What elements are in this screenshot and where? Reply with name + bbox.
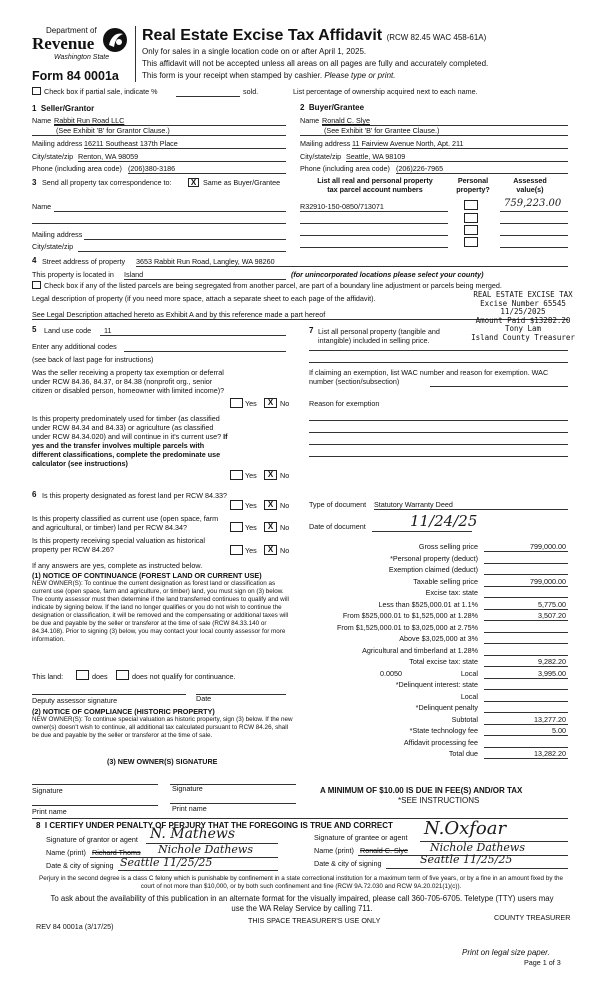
- tax-row-value[interactable]: 3,507.20: [538, 611, 566, 620]
- owner-signature-label-1: Signature: [32, 786, 63, 795]
- grantor-signature[interactable]: N. Mathews: [150, 826, 236, 842]
- grantor-name-struck: Richard Thoms: [92, 848, 141, 857]
- tax-row-underline: [484, 666, 568, 667]
- owner-print-name-label-1: Print name: [32, 807, 67, 816]
- seller-name-label: Name: [32, 116, 52, 125]
- forest-question: Is this property designated as forest land per RCW 84.33?: [42, 491, 227, 500]
- tax-row-underline: [484, 701, 568, 702]
- dept-of-label: Department of: [46, 26, 97, 35]
- buyer-mail[interactable]: 11 Fairview Avenue North, Apt. 211: [352, 139, 464, 148]
- additional-codes-label: Enter any additional codes: [32, 342, 117, 351]
- q1-no-checkbox[interactable]: X: [264, 398, 277, 408]
- seller-phone[interactable]: (206)380-3186: [128, 164, 176, 173]
- section-8-certify: 8 I CERTIFY UNDER PENALTY OF PERJURY THAT THE FOREGOING IS TRUE AND CORRECT: [36, 821, 393, 830]
- timber-question-text: Is this property predominately used for timber (as classified under RCW 84.34 and 84.33) or agriculture (as classified under RCW 84.34.020) and will continue in it's current use?: [32, 414, 222, 441]
- s6q3-no-label: No: [280, 546, 290, 555]
- tax-row-value[interactable]: 5.00: [552, 726, 566, 735]
- certify-text: I CERTIFY UNDER PENALTY OF PERJURY THAT THE FOREGOING IS TRUE AND CORRECT: [44, 821, 393, 830]
- assessed-value-1[interactable]: 759,223.00: [504, 198, 562, 209]
- section-3-number: 3: [32, 178, 37, 187]
- this-land-label: This land:: [32, 672, 64, 681]
- reason-label: Reason for exemption: [309, 399, 380, 408]
- tax-row-underline: [484, 735, 568, 736]
- does-not-label: does not qualify for continuance.: [132, 672, 236, 681]
- tax-row-label: Local: [460, 668, 478, 678]
- seller-mail-label: Mailing address: [32, 139, 83, 148]
- tax-row-value[interactable]: 799,000.00: [530, 576, 566, 586]
- same-as-buyer-checkbox[interactable]: X: [188, 178, 199, 187]
- parcel-heading: [300, 176, 450, 194]
- seller-city[interactable]: Renton, WA 98059: [78, 152, 139, 161]
- new-owner-signature-title: (3) NEW OWNER(S) SIGNATURE: [107, 757, 218, 766]
- tax-row-underline: [484, 724, 568, 725]
- buyer-mail-label: Mailing address: [300, 139, 351, 148]
- grantee-name-label: Name (print): [314, 846, 354, 855]
- legal-label: Legal description of property (if you need more space, attach a separate sheet to each page of the affidavit).: [32, 294, 376, 303]
- doc-date-label: Date of document: [309, 522, 366, 531]
- see-instructions: *SEE INSTRUCTIONS: [398, 796, 480, 805]
- owner-signature-label-2: Signature: [172, 784, 203, 793]
- exemption-claim-label: If claiming an exemption, list WAC number and reason for exemption. WAC number (section/subsection): [309, 368, 549, 386]
- buyer-phone[interactable]: (206)226-7965: [396, 164, 444, 173]
- stamp-line-1: REAL ESTATE EXCISE TAX: [473, 290, 573, 299]
- stamp-line-3: 11/25/2025: [500, 307, 546, 317]
- doc-type-label: Type of document: [309, 500, 367, 509]
- parcel-heading-1: List all real and personal property: [317, 176, 433, 185]
- tax-row-label: From $1,525,000.01 to $3,025,000 at 2.75%: [336, 622, 478, 632]
- located-label: This property is located in: [32, 270, 114, 279]
- q1-yes-label: Yes: [245, 399, 257, 408]
- buyer-name-note: (See Exhibit 'B' for Grantee Clause.): [324, 126, 440, 135]
- tax-row-value[interactable]: 13,277.20: [534, 714, 566, 724]
- street-address-label: Street address of property: [42, 257, 126, 266]
- list-pct-label: List percentage of ownership acquired next to each name.: [293, 87, 478, 96]
- assessed-heading-1: Assessed: [513, 176, 547, 185]
- s6q1-yes-checkbox[interactable]: [230, 500, 243, 510]
- deputy-date-label: Date: [196, 694, 212, 703]
- tax-row-label: *Delinquent interest: state: [395, 680, 478, 689]
- parcel-heading-2: tax parcel account numbers: [327, 185, 423, 194]
- doc-type[interactable]: Statutory Warranty Deed: [374, 500, 453, 509]
- seller-name-note: (See Exhibit 'B' for Grantor Clause.): [56, 126, 170, 135]
- tax-row-value[interactable]: 3,995.00: [538, 668, 566, 678]
- dor-emblem-icon: [102, 26, 128, 54]
- section-4-number: 4: [32, 256, 37, 265]
- s6q1-no-checkbox[interactable]: X: [264, 500, 277, 510]
- buyer-phone-label: Phone (including area code): [300, 164, 390, 173]
- page-number: Page 1 of 3: [524, 958, 561, 967]
- grantee-signature[interactable]: N.Oxfoar: [424, 818, 507, 839]
- minimum-due: A MINIMUM OF $10.00 IS DUE IN FEE(S) AND/OR TAX: [320, 786, 523, 795]
- q2-no-checkbox[interactable]: X: [264, 470, 277, 480]
- does-not-checkbox[interactable]: [116, 670, 129, 680]
- corr-name-label: Name: [32, 202, 52, 211]
- grantee-date-city[interactable]: Seattle 11/25/25: [420, 853, 513, 866]
- boundary-text: Check box if any of the listed parcels are being segregated from another parcel, are part of a boundary line adjustment or parcels being merged.: [44, 281, 502, 290]
- tax-row-value[interactable]: 13,282.20: [534, 749, 566, 758]
- perjury-notice: [36, 875, 566, 891]
- s6q2-yes-checkbox[interactable]: [230, 522, 243, 532]
- grantee-sig-label: Signature of grantee or agent: [314, 833, 408, 842]
- partial-sale-sold: sold.: [243, 87, 259, 96]
- title-ref: (RCW 82.45 WAC 458-61A): [386, 33, 487, 42]
- s6q1-no-label: No: [280, 501, 290, 510]
- grantee-name-print[interactable]: Nichole Dathews: [430, 841, 525, 854]
- buyer-heading: Buyer/Grantee: [308, 103, 365, 112]
- stamp-line-5: Tony Lam: [504, 324, 542, 334]
- tax-row-underline: [484, 758, 568, 759]
- tax-row-label: Excise tax: state: [425, 588, 478, 597]
- grantor-name-label: Name (print): [46, 848, 86, 857]
- form-title: [142, 27, 486, 45]
- deputy-signature-label: Deputy assessor signature: [32, 696, 118, 705]
- tax-row-underline: [484, 551, 568, 552]
- form-number: Form 84 0001a: [32, 69, 119, 83]
- if-yes-text: If any answers are yes, complete as instructed below.: [32, 561, 203, 570]
- personal-property-checkbox-4[interactable]: [464, 237, 478, 247]
- tax-row-label: *Delinquent penalty: [415, 703, 478, 712]
- tax-row-label: From $525,000.01 to $1,525,000 at 1.28%: [342, 611, 478, 620]
- parcel-1[interactable]: R32910-150-0850/713071: [300, 202, 384, 211]
- washington-state-label: Washington State: [54, 54, 110, 61]
- tax-row-underline: [484, 632, 568, 633]
- notice2-title: (2) NOTICE OF COMPLIANCE (HISTORIC PROPERTY): [32, 707, 215, 716]
- personal-heading-1: Personal: [457, 176, 489, 185]
- personal-heading: [452, 176, 494, 194]
- timber-question-bold: If yes and the transfer involves multiple parcels with different classifications, complete the predominate use calculator (see instructions): [32, 432, 228, 468]
- tax-row-label: Local: [460, 691, 478, 701]
- header-sub3-italic: Please type or print.: [324, 71, 396, 80]
- grantor-date-city[interactable]: Seattle 11/25/25: [120, 856, 213, 869]
- partial-sale-checkbox[interactable]: [32, 87, 41, 95]
- timber-question: [32, 414, 232, 468]
- section-7-number: 7: [309, 326, 314, 335]
- historic-question: Is this property receiving special valuation as historical property per RCW 84.26?: [32, 536, 205, 554]
- treasurer-use-label: THIS SPACE TREASURER'S USE ONLY: [248, 916, 381, 925]
- seller-phone-label: Phone (including area code): [32, 164, 122, 173]
- current-use-question: Is this property classified as current use (open space, farm and agricultural, or timber) land per RCW 84.34?: [32, 514, 219, 532]
- tax-row-underline: [484, 609, 568, 610]
- personal-property-checkbox-3[interactable]: [464, 225, 478, 235]
- assessed-heading-2: value(s): [516, 185, 544, 194]
- stamp-line-6: Island County Treasurer: [471, 332, 575, 342]
- legal-paper-note: Print on legal size paper.: [462, 948, 550, 957]
- s6q3-yes-label: Yes: [245, 546, 257, 555]
- tax-row-underline: [484, 689, 568, 690]
- tax-row-underline: [484, 712, 568, 713]
- stamp-line-2: Excise Number 65545: [480, 298, 566, 308]
- q2-no-label: No: [280, 471, 290, 480]
- grantor-date-city-label: Date & city of signing: [46, 861, 114, 870]
- tax-row-value[interactable]: 9,282.20: [538, 657, 566, 666]
- personal-property-checkbox-2[interactable]: [464, 213, 478, 223]
- notice1-text: NEW OWNER(S): To continue the current designation as forest land or classification as current use (open space, farm and agriculture, or timber) land, you must sign on (3) below. The county assessor must then determine if the land transferred continues to qualify and will indicate by signing below. If the land no longer qualifies or you do not wish to continue the designation or classification, it will be removed and the compensating or additional taxes will be due and payable by the seller or transferor at the time of sale (RCW 84.33.140 or 84.34.108). Prior to signing (3) below, you may contact your local county assessor for more information.: [32, 580, 289, 643]
- tax-row-value[interactable]: 5,775.00: [538, 599, 566, 609]
- tax-row-label: Taxable selling price: [413, 576, 478, 586]
- tax-row-underline: [484, 747, 568, 748]
- s6q2-no-checkbox[interactable]: X: [264, 522, 277, 532]
- s6q3-yes-checkbox[interactable]: [230, 545, 243, 555]
- seller-city-label: City/state/zip: [32, 152, 74, 161]
- grantee-name-struck: Ronald C. Slye: [360, 846, 408, 855]
- corr-mail-label: Mailing address: [32, 230, 83, 239]
- doc-date[interactable]: 11/24/25: [410, 512, 478, 530]
- tax-row-label: Total excise tax: state: [409, 657, 478, 666]
- tax-row-underline: [484, 574, 568, 575]
- tax-row-underline: [484, 586, 568, 587]
- section-1-heading: 1 Seller/Grantor: [32, 104, 95, 113]
- revenue-wordmark: Revenue: [32, 34, 95, 53]
- owner-print-name-label-2: Print name: [172, 804, 207, 813]
- grantee-date-city-label: Date & city of signing: [314, 859, 382, 868]
- does-checkbox[interactable]: [76, 670, 89, 680]
- grantor-sig-label: Signature of grantor or agent: [46, 835, 138, 844]
- exemption-question: Was the seller receiving a property tax exemption or deferral under RCW 84.36, 84.37, or 84.38 (nonprofit org., senior citizen or disabled person, homeowner with limited income)?: [32, 368, 225, 395]
- tax-row-underline: [484, 620, 568, 621]
- assessed-heading: [500, 176, 560, 194]
- notice2-text: NEW OWNER(S): To continue special valuation as historic property, sign (3) below. If the new owner(s) doesn't wish to continue, all additional tax calculated pursuant to RCW 84.26, shall be due and payable by the seller or transferor at the time of sale.: [32, 716, 293, 739]
- tax-row-label: Total due: [448, 749, 478, 758]
- located-county[interactable]: Island: [124, 270, 144, 279]
- q1-no-label: No: [280, 399, 290, 408]
- header-sub3: [142, 71, 395, 81]
- notice1-title: (1) NOTICE OF CONTINUANCE (FOREST LAND OR CURRENT USE): [32, 571, 262, 580]
- q2-yes-checkbox[interactable]: [230, 470, 243, 480]
- tax-row-label: *Personal property (deduct): [390, 553, 478, 563]
- header-sub3-text: This form is your receipt when stamped by cashier.: [142, 71, 323, 80]
- buyer-name-label: Name: [300, 116, 320, 125]
- correspondence-label: Send all property tax correspondence to:: [42, 178, 172, 187]
- personal-heading-2: property?: [456, 185, 490, 194]
- s6q1-yes-label: Yes: [245, 501, 257, 510]
- tax-row-label: Above $3,025,000 at 3%: [399, 634, 478, 643]
- buyer-city-label: City/state/zip: [300, 152, 342, 161]
- stamp-line-4: Amount Paid $13282.20: [475, 315, 571, 325]
- section-6-number: 6: [32, 490, 37, 499]
- tax-row-label: Less than $525,000.01 at 1.1%: [378, 599, 478, 609]
- buyer-city[interactable]: Seattle, WA 98109: [346, 152, 406, 161]
- tax-row-label: *State technology fee: [409, 726, 478, 735]
- q1-yes-checkbox[interactable]: [230, 398, 243, 408]
- corr-city-label: City/state/zip: [32, 242, 74, 251]
- seller-heading: Seller/Grantor: [40, 104, 95, 113]
- alt-format-notice: To ask about the availability of this publication in an alternate format for the visually impaired, please call 360-705-6705. Teletype (TTY) users may use the WA Relay Service by calling 711.: [50, 894, 554, 913]
- grantor-name-print[interactable]: Nichole Dathews: [158, 843, 253, 856]
- title-text: Real Estate Excise Tax Affidavit: [142, 27, 383, 44]
- boundary-checkbox[interactable]: [32, 281, 41, 289]
- located-note: (for unincorporated locations please select your county): [291, 270, 484, 279]
- seller-name[interactable]: Rabbit Run Road LLC: [54, 116, 125, 125]
- personal-property-checkbox-1[interactable]: [464, 200, 478, 210]
- tax-row-underline: [484, 597, 568, 598]
- excise-stamp: [468, 291, 578, 343]
- section-2-heading: 2 Buyer/Grantee: [300, 103, 365, 112]
- header-sub1: Only for sales in a single location code on or after April 1, 2025.: [142, 47, 367, 56]
- tax-row-label: Exemption claimed (deduct): [388, 565, 478, 574]
- same-as-buyer-label: Same as Buyer/Grantee: [203, 178, 281, 187]
- does-label: does: [92, 672, 108, 681]
- perjury-text: Perjury in the second degree is a class C felony which is punishable by confinement in a state correctional institution for a maximum term of five years, or by a fine in an amount fixed by the court of not more than $10,000, or by both such confinement and fine (RCW 9A.72.030 and RCW 9A.20.021(1)(c)).: [39, 875, 563, 890]
- s6q2-yes-label: Yes: [245, 523, 257, 532]
- partial-sale-label: Check box if partial sale, indicate %: [44, 87, 158, 96]
- see-last-page: (see back of last page for instructions): [32, 355, 154, 364]
- tax-row-label: Gross selling price: [418, 542, 478, 551]
- tax-row-label: Affidavit processing fee: [403, 737, 478, 747]
- street-address[interactable]: 3653 Rabbit Run Road, Langley, WA 98260: [136, 257, 275, 266]
- legal-description[interactable]: See Legal Description attached hereto as Exhibit A and by this reference made a part hereof: [32, 310, 326, 319]
- local-rate: 0.0050: [380, 669, 402, 678]
- tax-row-label: Agricultural and timberland at 1.28%: [362, 645, 478, 655]
- s6q2-no-label: No: [280, 523, 290, 532]
- personal-property-label: List all personal property (tangible and intangible) included in selling price.: [318, 327, 440, 345]
- dor-logo: [32, 26, 132, 68]
- tax-row-underline: [484, 655, 568, 656]
- seller-mail[interactable]: 16211 Southeast 137th Place: [84, 139, 178, 148]
- tax-row-label: Subtotal: [451, 714, 478, 724]
- tax-row-underline: [484, 563, 568, 564]
- q2-yes-label: Yes: [245, 471, 257, 480]
- s6q3-no-checkbox[interactable]: X: [264, 545, 277, 555]
- land-use-code[interactable]: 11: [104, 326, 112, 335]
- header-sub2: This affidavit will not be accepted unless all areas on all pages are fully and accurately completed.: [142, 59, 489, 68]
- revision-code: REV 84 0001a (3/17/25): [36, 922, 114, 931]
- section-5-number: 5: [32, 325, 37, 334]
- tax-row-underline: [484, 643, 568, 644]
- tax-row-underline: [484, 678, 568, 679]
- tax-row-value[interactable]: 799,000.00: [530, 542, 566, 551]
- county-treasurer-label: COUNTY TREASURER: [494, 913, 571, 922]
- land-use-label: Land use code: [44, 326, 92, 335]
- buyer-name[interactable]: Ronald C. Slye: [322, 116, 370, 125]
